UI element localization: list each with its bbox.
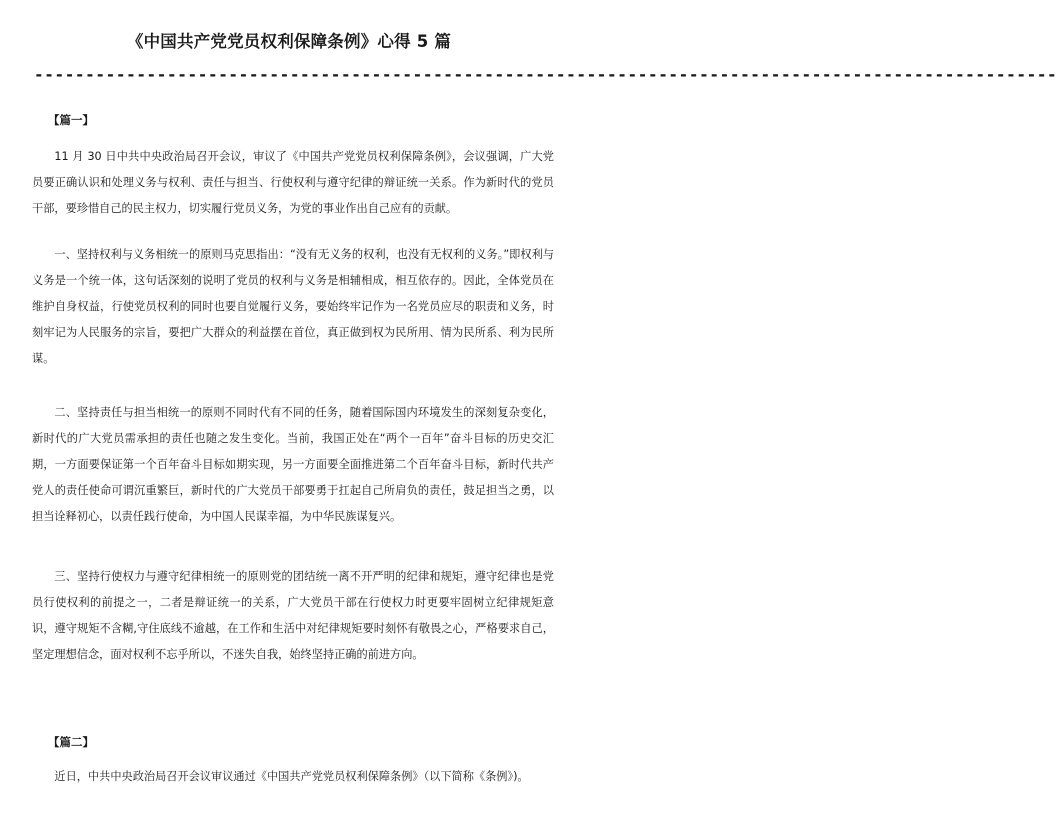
paragraph-point-three: 三、坚持行使权力与遵守纪律相统一的原则党的团结统一离不开严明的纪律和规矩，遵守纪律也是党员行使权利的前提之一，二者是辩证统一的关系，广大党员干部在行使权力时更要牢固树立纪律规矩意识，遵守规矩不含糊,守住底线不逾越，在工作和生活中对纪律规矩要时刻怀有敬畏之心，严格要求自己，坚定理想信念，面对权利不忘乎所以，不迷失自我，始终坚持正确的前进方向。 [32, 570, 554, 661]
paragraph-point-two: 二、坚持责任与担当相统一的原则不同时代有不同的任务，随着国际国内环境发生的深刻复杂变化，新时代的广大党员需承担的责任也随之发生变化。当前，我国正处在“两个一百年”奋斗目标的历史交汇期，一方面要保证第一个百年奋斗目标如期实现，另一方面要全面推进第二个百年奋斗目标，新时代共产党人的责任使命可谓沉重繁巨，新时代的广大党员干部要勇于扛起自己所肩负的责任，鼓足担当之勇，以担当诠释初心，以责任践行使命，为中国人民谋幸福，为中华民族谋复兴。 [32, 406, 554, 523]
section-heading-2: 【篇二】 [48, 735, 94, 749]
document-title: 《中国共产党党员权利保障条例》心得 5 篇 [126, 32, 452, 51]
paragraph-intro: 11 月 30 日中共中央政治局召开会议，审议了《中国共产党党员权利保障条例》，会议强调，广大党员要正确认识和处理义务与权利、责任与担当、行使权利与遵守纪律的辩证统一关系。作为新时代的党员干部，要珍惜自己的民主权力，切实履行党员义务，为党的事业作出自己应有的贡献。 [32, 150, 554, 215]
paragraph-section-two-intro: 近日，中共中央政治局召开会议审议通过《中国共产党党员权利保障条例》（以下简称《条例》)。 [54, 770, 529, 783]
section-heading-1: 【篇一】 [48, 113, 94, 127]
paragraph-point-one: 一、坚持权利与义务相统一的原则马克思指出：“没有无义务的权利，也没有无权利的义务。”即权利与义务是一个统一体，这句话深刻的说明了党员的权利与义务是相辅相成，相互依存的。因此，全体党员在维护自身权益，行使党员权利的同时也要自觉履行义务，要始终牢记作为一名党员应尽的职责和义务，时刻牢记为人民服务的宗旨，要把广大群众的利益摆在首位，真正做到权为民所用、情为民所系、利为民所谋。 [32, 248, 554, 365]
dashed-divider: ---------------------------------------------------------------------------------------------------- [34, 65, 1057, 84]
